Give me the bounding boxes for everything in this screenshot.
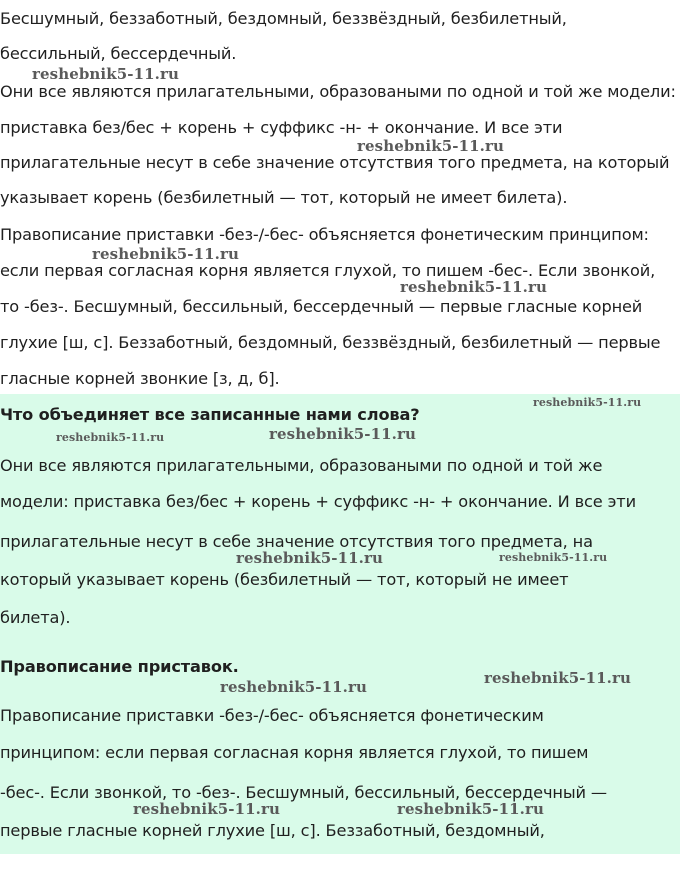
watermark: reshebnik5-11.ru: [32, 65, 179, 83]
top-text-line: приставка без/бес + корень + суффикс -н- + окончание. И все эти: [0, 118, 563, 137]
top-text-line: прилагательные несут в себе значение отсутствия того предмета, на который: [0, 153, 670, 172]
section-text-line: модели: приставка без/бес + корень + суффикс -н- + окончание. И все эти: [0, 492, 636, 511]
section-text-line: прилагательные несут в себе значение отсутствия того предмета, на: [0, 532, 593, 551]
watermark: reshebnik5-11.ru: [400, 278, 547, 296]
top-text-line: глухие [ш, с]. Беззаботный, бездомный, беззвёздный, безбилетный — первые: [0, 333, 661, 352]
watermark: reshebnik5-11.ru: [357, 137, 504, 155]
section-heading: Правописание приставок.: [0, 657, 239, 676]
watermark: reshebnik5-11.ru: [56, 431, 165, 444]
section-text-line: принципом: если первая согласная корня является глухой, то пишем: [0, 743, 589, 762]
top-text-line: указывает корень (безбилетный — тот, который не имеет билета).: [0, 188, 568, 207]
top-text-line: Бесшумный, беззаботный, бездомный, беззвёздный, безбилетный,: [0, 9, 567, 28]
top-text-line: бессильный, бессердечный.: [0, 44, 237, 63]
watermark: reshebnik5-11.ru: [92, 245, 239, 263]
section-text-line: Они все являются прилагательными, образоваными по одной и той же: [0, 456, 603, 475]
watermark: reshebnik5-11.ru: [269, 425, 416, 443]
top-text-line: Правописание приставки -без-/-бес- объясняется фонетическим принципом:: [0, 225, 649, 244]
top-text-line: Они все являются прилагательными, образоваными по одной и той же модели:: [0, 82, 676, 101]
watermark: reshebnik5-11.ru: [220, 678, 367, 696]
section-text-line: который указывает корень (безбилетный — тот, который не имеет: [0, 570, 569, 589]
section-text-line: Правописание приставки -без-/-бес- объясняется фонетическим: [0, 706, 544, 725]
top-text-line: гласные корней звонкие [з, д, б].: [0, 369, 280, 388]
watermark: reshebnik5-11.ru: [397, 800, 544, 818]
section-heading: Что объединяет все записанные нами слова?: [0, 405, 420, 424]
watermark: reshebnik5-11.ru: [133, 800, 280, 818]
watermark: reshebnik5-11.ru: [533, 396, 642, 409]
top-text-line: если первая согласная корня является глухой, то пишем -бес-. Если звонкой,: [0, 261, 656, 280]
section-text-line: первые гласные корней глухие [ш, с]. Беззаботный, бездомный,: [0, 821, 545, 840]
watermark: reshebnik5-11.ru: [499, 551, 608, 564]
section-text-line: билета).: [0, 608, 71, 627]
watermark: reshebnik5-11.ru: [236, 549, 383, 567]
watermark: reshebnik5-11.ru: [484, 669, 631, 687]
top-text-line: то -без-. Бесшумный, бессильный, бессердечный — первые гласные корней: [0, 297, 643, 316]
section-text-line: -бес-. Если звонкой, то -без-. Бесшумный, бессильный, бессердечный —: [0, 783, 607, 802]
